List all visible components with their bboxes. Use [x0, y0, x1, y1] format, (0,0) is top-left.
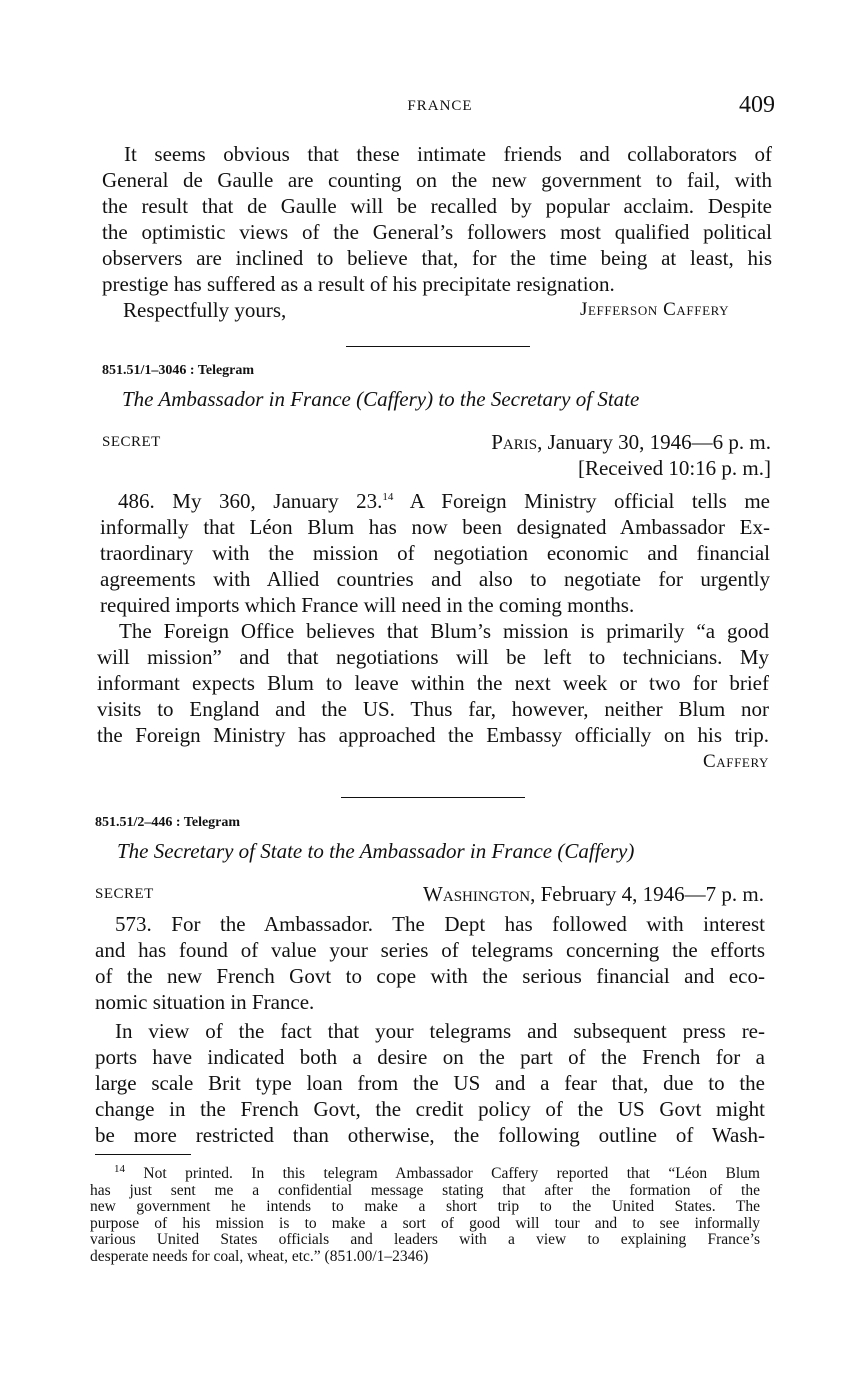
- footnote-line: $^{14}$ Not printed. In this telegram Ambassador Caffery reported that “Léon Blum: [114, 1162, 760, 1182]
- footnote-line: purpose of his mission is to make a sort of good will tour and to see informally: [90, 1214, 760, 1232]
- doc1-received: [Received 10:16 p. m.]: [577, 456, 771, 480]
- footnote-line: desperate needs for coal, wheat, etc.” (851.00/1–2346): [90, 1247, 429, 1265]
- footnote-line: has just sent me a confidential message stating that after the formation of the: [90, 1181, 760, 1199]
- closing-salutation: Respectfully yours,: [123, 298, 287, 322]
- doc2-file-reference: 851.51/2–446 : Telegram: [95, 815, 241, 830]
- doc2-place: Washington,: [423, 882, 536, 906]
- doc1-date: January 30, 1946—6 p. m.: [547, 430, 771, 454]
- body-line: will mission” and that negotiations will be left to technicians. My: [97, 645, 769, 669]
- body-line: prestige has suffered as a result of his precipitate resignation.: [102, 272, 615, 296]
- body-line: In view of the fact that your telegrams and subsequent press re-: [115, 1019, 765, 1043]
- body-line: traordinary with the mission of negotiation economic and financial: [100, 541, 770, 565]
- body-line: 573. For the Ambassador. The Dept has followed with interest: [115, 912, 765, 936]
- body-line: General de Gaulle are counting on the new government to fail, with: [102, 168, 772, 192]
- doc1-file-reference: 851.51/1–3046 : Telegram: [102, 363, 255, 378]
- footnote-14: [90, 1162, 760, 1265]
- body-line: large scale Brit type loan from the US and a fear that, due to the: [95, 1071, 765, 1095]
- doc1-place: Paris,: [491, 430, 543, 454]
- body-line: the result that de Gaulle will be recalled by popular acclaim. Despite: [102, 194, 772, 218]
- body-line: required imports which France will need in the coming months.: [100, 593, 635, 617]
- doc1-paragraph-1: [100, 488, 770, 618]
- body-line: nomic situation in France.: [95, 990, 315, 1014]
- body-line: change in the French Govt, the credit policy of the US Govt might: [95, 1097, 765, 1121]
- body-line: informally that Léon Blum has now been designated Ambassador Ex-: [100, 515, 770, 539]
- section-divider: [346, 346, 530, 347]
- doc2-paragraph-2: [95, 1018, 765, 1148]
- body-line: and has found of value your series of telegrams concerning the efforts: [95, 938, 765, 962]
- footnote-number: 14: [114, 1162, 125, 1175]
- footnote-rule: [95, 1154, 191, 1155]
- body-line: 486. My 360, January 23.14 A Foreign Ministry official tells me: [118, 489, 771, 513]
- letter-close-paragraph: [102, 141, 772, 297]
- body-line: visits to England and the US. Thus far, however, neither Blum nor: [97, 697, 769, 721]
- doc1-signature: Caffery: [702, 751, 769, 772]
- footnote-line: new government he intends to make a short trip to the United States. The: [90, 1198, 760, 1215]
- body-line: informant expects Blum to leave within the next week or two for brief: [97, 671, 769, 695]
- doc1-title: The Ambassador in France (Caffery) to the Secretary of State: [122, 387, 640, 411]
- body-line: of the new French Govt to cope with the serious financial and eco-: [95, 964, 765, 988]
- footnote-line: various United States officials and leaders with a view to explaining France’s: [90, 1231, 760, 1248]
- page-number: 409: [739, 92, 775, 118]
- doc1-paragraph-2: [97, 618, 769, 748]
- running-header: FRANCE: [407, 98, 473, 114]
- section-divider: [341, 797, 525, 798]
- body-line: be more restricted than otherwise, the following outline of Wash-: [95, 1123, 765, 1147]
- footnote-marker: 14: [382, 491, 394, 503]
- body-line: ports have indicated both a desire on the part of the French for a: [95, 1045, 765, 1069]
- body-line: the optimistic views of the General’s followers most qualified political: [102, 220, 772, 244]
- doc2-dateline: [423, 881, 764, 907]
- body-line: It seems obvious that these intimate friends and collaborators of: [124, 142, 772, 166]
- body-line: observers are inclined to believe that, for the time being at least, his: [102, 246, 772, 270]
- doc1-dateline: [491, 429, 771, 455]
- doc2-date: February 4, 1946—7 p. m.: [540, 882, 764, 906]
- doc1-classification: SECRET: [102, 434, 161, 450]
- doc2-title: The Secretary of State to the Ambassador in France (Caffery): [117, 839, 635, 863]
- signature-caffery: Jefferson Caffery: [580, 299, 730, 320]
- doc2-paragraph-1: [95, 911, 765, 1015]
- doc2-classification: SECRET: [95, 886, 154, 902]
- body-line: The Foreign Office believes that Blum’s mission is primarily “a good: [119, 619, 769, 643]
- body-line: the Foreign Ministry has approached the Embassy officially on his trip.: [97, 723, 769, 747]
- body-line: agreements with Allied countries and also to negotiate for urgently: [100, 567, 770, 591]
